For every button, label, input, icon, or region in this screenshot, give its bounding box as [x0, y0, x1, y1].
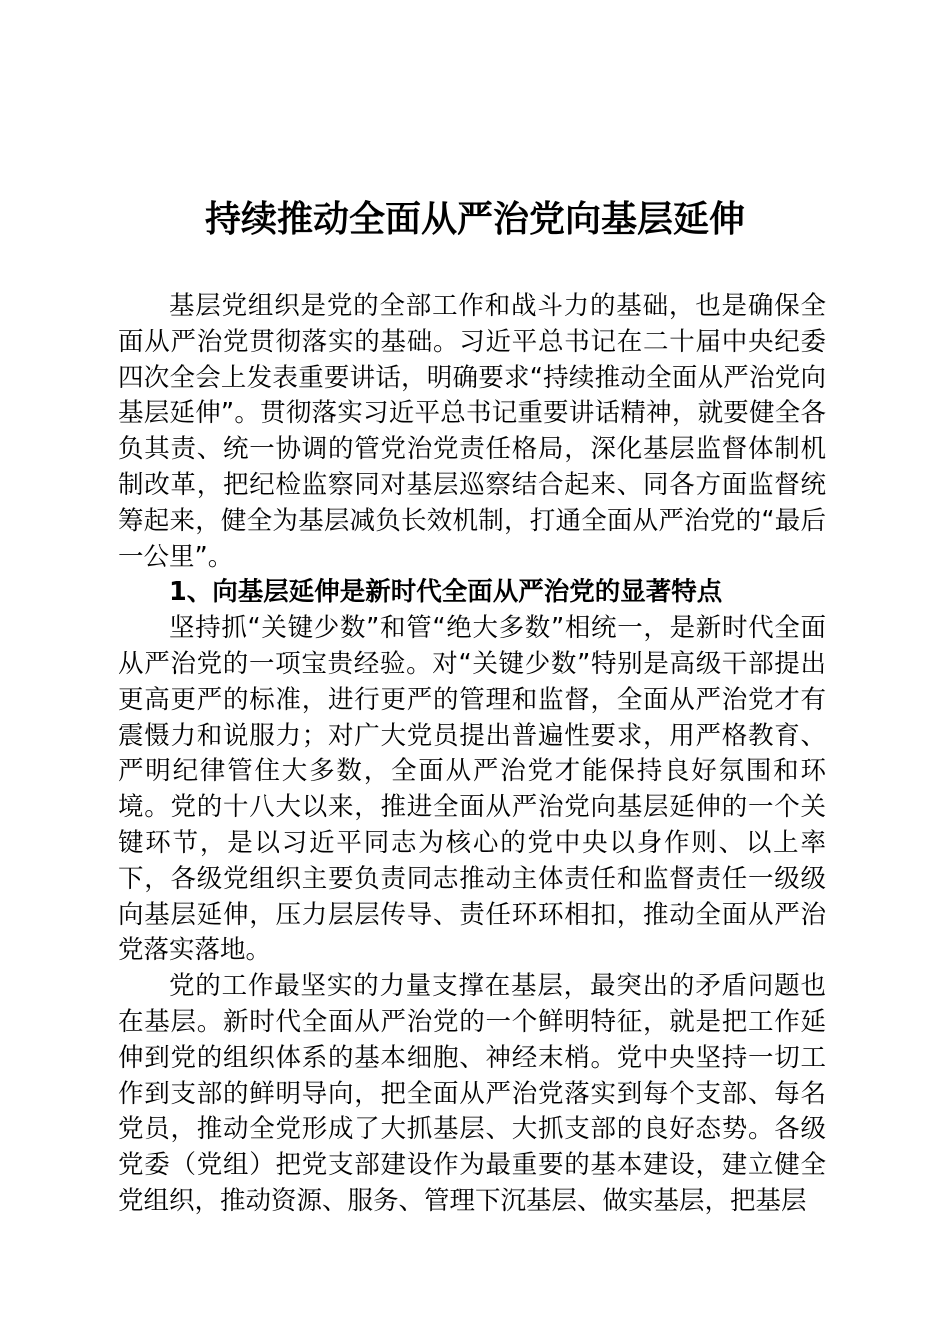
intro-paragraph: 基层党组织是党的全部工作和战斗力的基础，也是确保全面从严治党贯彻落实的基础。习近平总书记在二十届中央纪委四次全会上发表重要讲话，明确要求“持续推动全面从严治党向基层延伸”。贯彻落实习近平总书记重要讲话精神，就要健全各负其责、统一协调的管党治党责任格局，深化基层监督体制机制改革，把纪检监察同对基层巡察结合起来、同各方面监督统筹起来，健全为基层减负长效机制，打通全面从严治党的“最后一公里”。: [118, 291, 826, 572]
document-body: [118, 289, 826, 1220]
section-heading: 1、向基层延伸是新时代全面从严治党的显著特点: [169, 577, 723, 608]
section-paragraph: 党的工作最坚实的力量支撑在基层，最突出的矛盾问题也在基层。新时代全面从严治党的一个鲜明特征，就是把工作延伸到党的组织体系的基本细胞、神经末梢。党中央坚持一切工作到支部的鲜明导向，把全面从严治党落实到每个支部、每名党员，推动全党形成了大抓基层、大抓支部的良好态势。各级党委（党组）把党支部建设作为最重要的基本建设，建立健全党组织，推动资源、服务、管理下沉基层、做实基层，把基层: [118, 971, 826, 1216]
section-paragraph: 坚持抓“关键少数”和管“绝大多数”相统一，是新时代全面从严治党的一项宝贵经验。对“关键少数”特别是高级干部提出更高更严的标准，进行更严的管理和监督，全面从严治党才有震慑力和说服力；对广大党员提出普遍性要求，用严格教育、严明纪律管住大多数，全面从严治党才能保持良好氛围和环境。党的十八大以来，推进全面从严治党向基层延伸的一个关键环节，是以习近平同志为核心的党中央以身作则、以上率下，各级党组织主要负责同志推动主体责任和监督责任一级级向基层延伸，压力层层传导、责任环环相扣，推动全面从严治党落实落地。: [118, 613, 826, 966]
document-title: 持续推动全面从严治党向基层延伸: [204, 198, 745, 240]
